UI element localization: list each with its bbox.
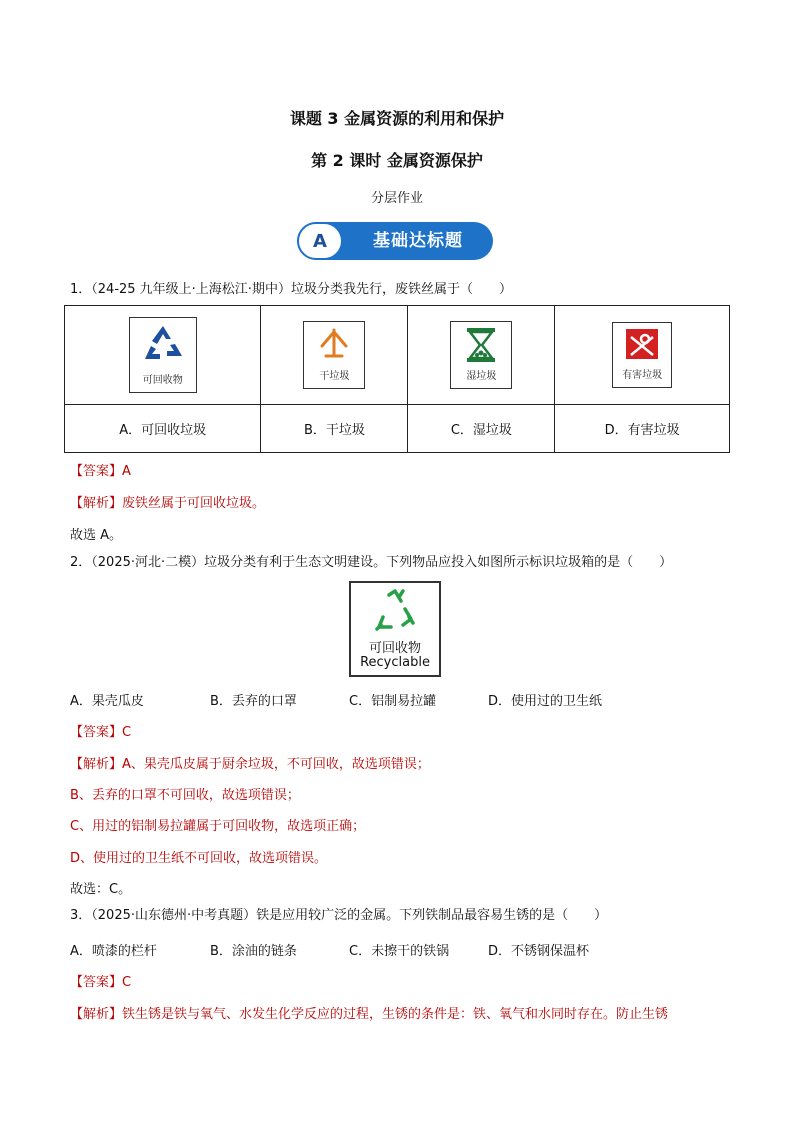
question-2-answer: 【答案】C (70, 725, 132, 740)
sign-label: 干垃圾 (319, 371, 350, 382)
option-c: C．湿垃圾 (408, 405, 555, 453)
badge-letter: A (297, 222, 343, 260)
hazardous-waste-sign (612, 322, 672, 388)
sign-cell-dry (261, 306, 408, 405)
dry-waste-icon (304, 322, 364, 368)
sign-cell-hazardous (555, 306, 730, 405)
dry-waste-sign (303, 321, 365, 389)
wet-waste-icon (451, 322, 511, 368)
q2-option-a: A．果壳瓜皮 (70, 694, 144, 709)
lesson-subtitle: 第 2 课时 金属资源保护 (311, 151, 483, 170)
sign-label: 可回收物 (142, 375, 183, 386)
q2-option-c: C．铝制易拉罐 (349, 694, 437, 709)
q3-option-a: A．喷漆的栏杆 (70, 944, 157, 959)
wet-waste-sign (450, 321, 512, 389)
option-a: A．可回收垃圾 (65, 405, 261, 453)
level-badge (297, 222, 493, 260)
recyclable-sign (129, 317, 197, 393)
recyclable-sign-large (349, 581, 441, 677)
question-1-table (64, 305, 730, 453)
q2-option-d: D．使用过的卫生纸 (488, 694, 603, 709)
question-2-analysis-line-1: 【解析】A、果壳瓜皮属于厨余垃圾，不可回收，故选项错误； (70, 757, 430, 772)
question-2-conclusion: 故选：C。 (70, 882, 132, 897)
question-2-stem: 2．（2025·河北·二模）垃圾分类有利于生态文明建设。下列物品应投入如图所示标识垃圾箱的是（ ） (70, 555, 673, 570)
question-2-analysis-line-4: D、使用过的卫生纸不可回收，故选项错误。 (70, 851, 328, 866)
q3-option-c: C．未擦干的铁锅 (349, 944, 450, 959)
q3-option-d: D．不锈钢保温杯 (488, 944, 590, 959)
sign-label-cn: 可回收物 (368, 641, 421, 656)
question-1-analysis: 【解析】废铁丝属于可回收垃圾。 (70, 496, 266, 511)
question-3-analysis: 【解析】铁生锈是铁与氧气、水发生化学反应的过程，生锈的条件是：铁、氧气和水同时存在。防止生锈 (70, 1007, 669, 1022)
hazardous-waste-icon (613, 323, 671, 367)
sign-cell-recyclable (65, 306, 261, 405)
badge-text: 基础达标题 (373, 231, 463, 251)
sign-label-en: Recyclable (360, 655, 430, 670)
question-2-analysis-line-3: C、用过的铝制易拉罐属于可回收物，故选项正确； (70, 819, 366, 834)
q3-option-b: B．涂油的链条 (210, 944, 297, 959)
question-1-answer: 【答案】A (70, 464, 131, 479)
lesson-title: 课题 3 金属资源的利用和保护 (289, 109, 505, 128)
sign-label: 有害垃圾 (622, 370, 663, 381)
sign-label: 湿垃圾 (466, 371, 497, 382)
question-3-stem: 3．（2025·山东德州·中考真题）铁是应用较广泛的金属。下列铁制品最容易生锈的是（ ） (70, 908, 608, 923)
question-2-analysis-line-2: B、丢弃的口罩不可回收，故选项错误； (70, 788, 300, 803)
question-1-stem: 1．（24-25 九年级上·上海松江·期中）垃圾分类我先行，废铁丝属于（ ） (70, 282, 512, 297)
option-d: D．有害垃圾 (555, 405, 730, 453)
question-3-answer: 【答案】C (70, 975, 132, 990)
recycle-icon (130, 318, 196, 368)
recycle-icon (351, 585, 439, 637)
section-label: 分层作业 (370, 191, 423, 206)
sign-cell-wet (408, 306, 555, 405)
question-1-conclusion: 故选 A。 (70, 528, 123, 543)
option-b: B．干垃圾 (261, 405, 408, 453)
q2-option-b: B．丢弃的口罩 (210, 694, 297, 709)
